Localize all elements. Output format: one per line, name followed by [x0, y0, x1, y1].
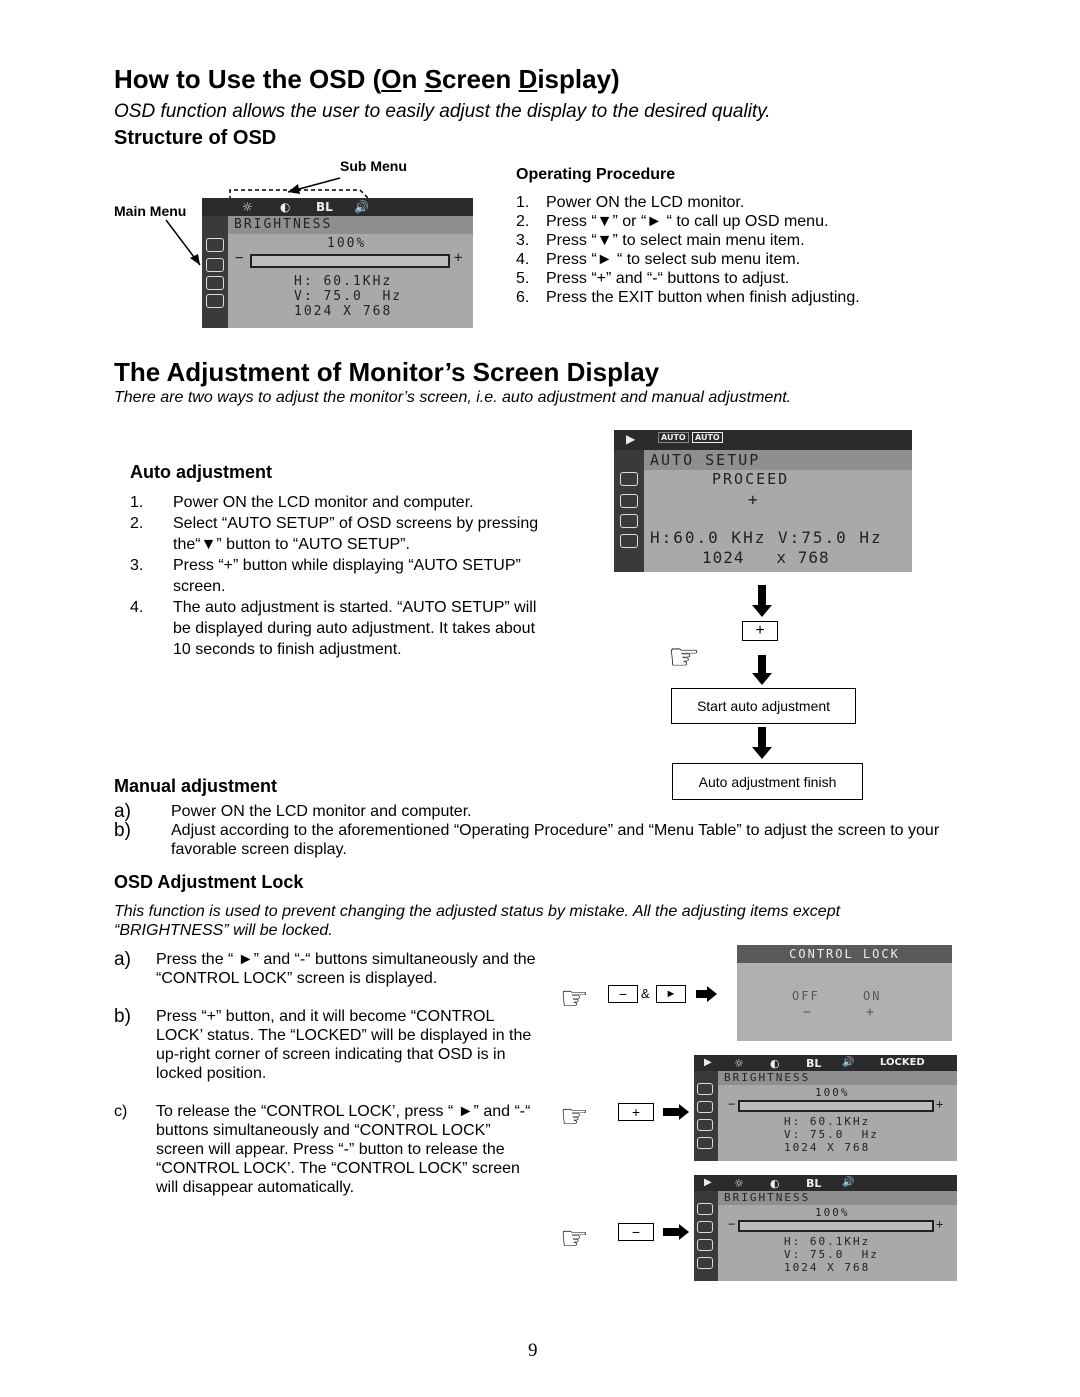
- osd-plus: +: [936, 1097, 946, 1111]
- bl-label: BL: [806, 1177, 822, 1190]
- osd-topbar: [694, 1175, 957, 1191]
- control-lock-header: CONTROL LOCK: [737, 945, 952, 963]
- osd-res: 1024 X 768: [294, 304, 393, 319]
- control-lock-osd: [737, 945, 952, 1041]
- pointing-hand-icon: ☞: [668, 637, 701, 678]
- right-arrow-icon: ▶: [704, 1177, 712, 1188]
- brightness-icon: ☼: [734, 1057, 744, 1070]
- position-icon: [620, 494, 638, 508]
- bl-label: BL: [316, 200, 333, 214]
- operating-step: 3. Press “▼” to select main menu item.: [516, 232, 805, 249]
- osd-header: BRIGHTNESS: [718, 1191, 957, 1205]
- operating-heading: Operating Procedure: [516, 166, 676, 183]
- operating-step: 1. Power ON the LCD monitor.: [516, 194, 745, 211]
- plus-key: +: [618, 1103, 654, 1121]
- plus-label: +: [866, 1005, 876, 1020]
- start-auto-box: Start auto adjustment: [671, 688, 856, 724]
- osd-header: BRIGHTNESS: [228, 216, 473, 234]
- osd-header: AUTO SETUP: [644, 450, 912, 470]
- arrow-right: [663, 1228, 680, 1236]
- manual-step: a) Power ON the LCD monitor and computer.: [114, 801, 472, 822]
- auto-set-icon: [206, 276, 224, 290]
- locked-label: LOCKED: [880, 1057, 925, 1068]
- osd-topbar: [202, 198, 473, 216]
- lock-heading: OSD Adjustment Lock: [114, 872, 304, 892]
- exit-icon: [697, 1137, 713, 1149]
- exit-icon: [620, 534, 638, 548]
- auto-heading: Auto adjustment: [130, 462, 272, 482]
- auto-adj-icon: AUTO: [692, 432, 723, 443]
- volume-icon: 🔊: [842, 1177, 855, 1188]
- right-arrow-icon: ▶: [704, 1057, 712, 1068]
- osd-percent: 100%: [327, 236, 367, 251]
- manual-steps: [114, 802, 964, 859]
- auto-step: 1. Power ON the LCD monitor and computer.: [130, 494, 474, 511]
- lock-steps: [114, 950, 539, 1197]
- exit-icon: [697, 1257, 713, 1269]
- brightness-icon: ☼: [734, 1177, 744, 1190]
- brightness-bar: [738, 1100, 934, 1112]
- position-icon: [697, 1101, 713, 1113]
- osd-header: BRIGHTNESS: [718, 1071, 957, 1085]
- minus-key: −: [618, 1223, 654, 1241]
- osd-proceed: PROCEED: [712, 470, 790, 488]
- main-menu-label: Main Menu: [114, 203, 187, 219]
- exit-icon: [206, 294, 224, 308]
- auto-set-icon: AUTO: [658, 432, 689, 443]
- page-title: How to Use the OSD (On Screen Display): [114, 64, 620, 94]
- unlocked-osd: [694, 1175, 957, 1281]
- arrow-right-head: [679, 1104, 689, 1120]
- amp-label: &: [641, 986, 650, 1001]
- brightness-icon: ☼: [242, 200, 253, 214]
- osd-plus: +: [454, 250, 465, 266]
- lock-step: b) Press “+” button, and it will become “CONTROL LOCK’ status. The “LOCKED” will be displayed in the up-right corner of screen indicating that OSD is in locked position.: [114, 1006, 532, 1082]
- arrow-right-head: [679, 1224, 689, 1240]
- arrow-right: [663, 1108, 680, 1116]
- locked-osd: [694, 1055, 957, 1161]
- bl-label: BL: [806, 1057, 822, 1070]
- page-number: 9: [528, 1340, 538, 1361]
- auto-set-icon: [697, 1119, 713, 1131]
- auto-step: 2. Select “AUTO SETUP” of OSD screens by pressing the“▼” button to “AUTO SETUP”.: [130, 515, 539, 553]
- contrast-icon: ◐: [770, 1177, 780, 1190]
- manual-heading: Manual adjustment: [114, 776, 278, 796]
- right-arrow-icon: ▶: [626, 432, 636, 446]
- auto-step: 3. Press “+” button while displaying “AUTO SETUP” screen.: [130, 557, 521, 595]
- position-icon: [697, 1221, 713, 1233]
- manual-step: b) Adjust according to the aforementioned “Operating Procedure” and “Menu Table” to adjust the screen to your favorable screen display.: [114, 820, 940, 858]
- sun-icon: [620, 472, 638, 486]
- osd-h: H: 60.1KHz: [784, 1235, 871, 1248]
- lock-step: a) Press the “ ►” and “-“ buttons simultaneously and the “CONTROL LOCK” screen is displayed.: [114, 949, 536, 987]
- osd-topbar: [614, 430, 912, 450]
- adjustment-heading: The Adjustment of Monitor’s Screen Display: [114, 357, 660, 387]
- position-icon: [206, 258, 224, 272]
- osd-minus: −: [728, 1217, 738, 1231]
- osd-v: V: 75.0 Hz: [294, 289, 403, 304]
- sub-menu-label: Sub Menu: [340, 158, 407, 174]
- contrast-icon: ◐: [770, 1057, 780, 1070]
- osd-res: 1024 X 768: [784, 1261, 871, 1274]
- volume-icon: 🔊: [842, 1057, 855, 1068]
- off-label: OFF: [792, 989, 820, 1003]
- arrow-right-head: [707, 986, 717, 1002]
- osd-percent: 100%: [815, 1206, 850, 1219]
- auto-step: 4. The auto adjustment is started. “AUTO SETUP” will be displayed during auto adjustment. It takes about 10 seconds to finish adjustment.: [130, 599, 537, 658]
- on-label: ON: [863, 989, 882, 1003]
- operating-step: 2. Press “▼” or “► “ to call up OSD menu.: [516, 213, 829, 230]
- sun-icon: [697, 1203, 713, 1215]
- adjustment-intro: There are two ways to adjust the monitor’s screen, i.e. auto adjustment and manual adjustment.: [114, 389, 792, 406]
- osd-v: V: 75.0 Hz: [784, 1248, 879, 1261]
- structure-osd: [202, 198, 473, 328]
- structure-heading: Structure of OSD: [114, 127, 277, 149]
- osd-res: 1024 x 768: [702, 548, 830, 567]
- osd-minus: −: [728, 1097, 738, 1111]
- osd-hv: H:60.0 KHz V:75.0 Hz: [650, 528, 883, 547]
- sun-icon: [697, 1083, 713, 1095]
- osd-percent: 100%: [815, 1086, 850, 1099]
- sun-icon: [206, 238, 224, 252]
- flow-arrows: [750, 585, 774, 765]
- plus-key: +: [742, 621, 778, 641]
- pointing-hand-icon: ☞: [560, 1097, 589, 1135]
- osd-res: 1024 X 768: [784, 1141, 871, 1154]
- auto-steps: [130, 492, 540, 660]
- osd-topbar: [694, 1055, 957, 1071]
- lock-step: c) To release the “CONTROL LOCK’, press “ ►” and “-“ buttons simultaneously and “CONTROL LOCK” screen will appear. Press “-” button to release the “CONTROL LOCK’. The “CONTROL LOCK” screen will disappear automatically.: [114, 1103, 531, 1196]
- auto-setup-osd: [614, 430, 912, 572]
- operating-steps: [516, 193, 976, 307]
- lock-intro: This function is used to prevent changing the adjusted status by mistake. All the adjusting items except “BRIGHTNESS” will be locked.: [114, 903, 841, 939]
- osd-h: H: 60.1KHz: [784, 1115, 871, 1128]
- intro-text: OSD function allows the user to easily adjust the display to the desired quality.: [114, 101, 771, 122]
- osd-h: H: 60.1KHz: [294, 274, 393, 289]
- finish-auto-box: Auto adjustment finish: [672, 763, 863, 800]
- operating-step: 4. Press “► “ to select sub menu item.: [516, 251, 801, 268]
- operating-step: 6. Press the EXIT button when finish adjusting.: [516, 289, 860, 306]
- volume-icon: 🔊: [354, 200, 369, 214]
- osd-minus: −: [235, 250, 246, 266]
- pointing-hand-icon: ☞: [560, 1219, 589, 1257]
- operating-step: 5. Press “+” and “-“ buttons to adjust.: [516, 270, 790, 287]
- contrast-icon: ◐: [280, 200, 291, 214]
- pointing-hand-icon: ☞: [560, 979, 589, 1017]
- auto-icon: [620, 514, 638, 528]
- brightness-bar: [738, 1220, 934, 1232]
- auto-set-icon: [697, 1239, 713, 1251]
- osd-plus: +: [748, 490, 760, 509]
- brightness-bar: [250, 254, 450, 268]
- osd-v: V: 75.0 Hz: [784, 1128, 879, 1141]
- right-key: ►: [656, 985, 686, 1003]
- osd-plus: +: [936, 1217, 946, 1231]
- minus-label: −: [803, 1005, 813, 1020]
- minus-key: −: [608, 985, 638, 1003]
